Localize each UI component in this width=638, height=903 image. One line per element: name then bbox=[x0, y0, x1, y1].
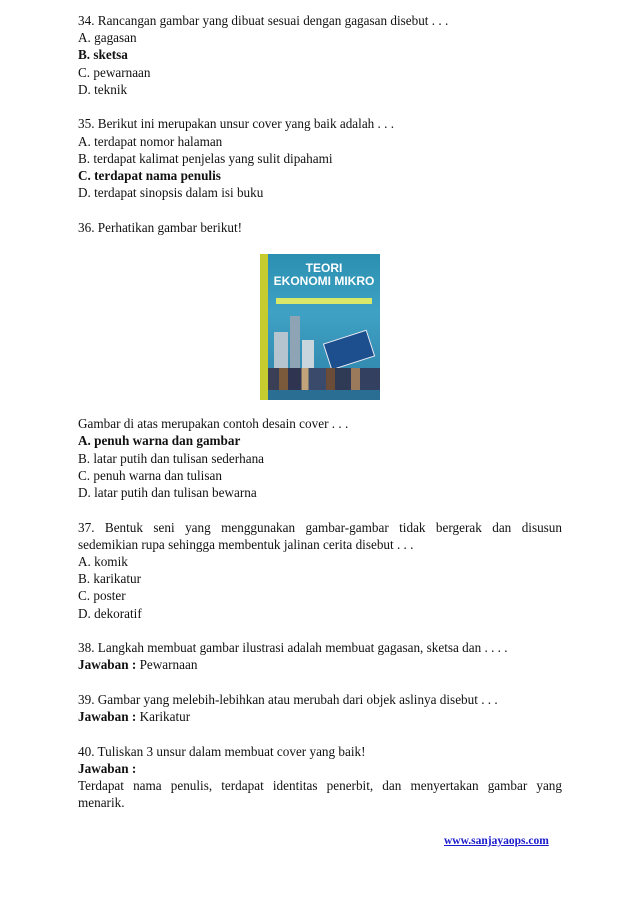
q40-answer-line1: Terdapat nama penulis, terdapat identitas penerbit, dan menyertakan gambar yang bbox=[78, 777, 562, 793]
q35-option-c-correct: C. terdapat nama penulis bbox=[78, 167, 221, 183]
q37-option-d: D. dekoratif bbox=[78, 605, 142, 621]
question-38-text: 38. Langkah membuat gambar ilustrasi adalah membuat gagasan, sketsa dan . . . . bbox=[78, 640, 508, 656]
q36-option-b: B. latar putih dan tulisan sederhana bbox=[78, 450, 265, 466]
q37-option-c: C. poster bbox=[78, 588, 126, 604]
question-35-text: 35. Berikut ini merupakan unsur cover yang baik adalah . . . bbox=[78, 116, 395, 132]
q37-option-b: B. karikatur bbox=[78, 571, 141, 587]
answer-value: Pewarnaan bbox=[136, 657, 198, 673]
document-page bbox=[78, 12, 562, 811]
q40-answer-line2: menarik. bbox=[78, 795, 125, 811]
q38-answer bbox=[78, 656, 562, 673]
q39-answer bbox=[78, 708, 562, 725]
book-cover-image bbox=[260, 254, 380, 400]
q35-option-d: D. terdapat sinopsis dalam isi buku bbox=[78, 185, 264, 201]
q34-option-d: D. teknik bbox=[78, 81, 128, 97]
question-37-line2: sedemikian rupa sehingga membentuk jalinan cerita disebut . . . bbox=[78, 536, 414, 552]
question-40-text: 40. Tuliskan 3 unsur dalam membuat cover yang baik! bbox=[78, 743, 366, 759]
q40-answer-label: Jawaban : bbox=[78, 760, 137, 776]
q35-option-a: A. terdapat nomor halaman bbox=[78, 133, 223, 149]
q34-option-c: C. pewarnaan bbox=[78, 64, 151, 80]
q35-option-b: B. terdapat kalimat penjelas yang sulit dipahami bbox=[78, 150, 333, 166]
question-34-text: 34. Rancangan gambar yang dibuat sesuai dengan gagasan disebut . . . bbox=[78, 13, 449, 28]
cover-title: TEORI EKONOMI MIKRO bbox=[273, 261, 375, 289]
question-36-intro: 36. Perhatikan gambar berikut! bbox=[78, 219, 243, 235]
q36-option-d: D. latar putih dan tulisan bewarna bbox=[78, 484, 257, 500]
answer-label: Jawaban : bbox=[78, 657, 137, 673]
q34-option-b-correct: B. sketsa bbox=[78, 47, 128, 63]
question-36-text: Gambar di atas merupakan contoh desain cover . . . bbox=[78, 416, 349, 432]
question-37-line1: 37. Bentuk seni yang menggunakan gambar-gambar tidak bergerak dan disusun bbox=[78, 519, 562, 535]
q36-option-a-correct: A. penuh warna dan gambar bbox=[78, 433, 241, 449]
q36-option-c: C. penuh warna dan tulisan bbox=[78, 467, 222, 483]
q37-option-a: A. komik bbox=[78, 553, 128, 569]
answer-value: Karikatur bbox=[136, 709, 191, 725]
book-cover-figure bbox=[78, 253, 562, 415]
answer-label: Jawaban : bbox=[78, 709, 137, 725]
q34-option-a: A. gagasan bbox=[78, 30, 137, 46]
footer-website-link[interactable]: www.sanjayaops.com bbox=[444, 835, 549, 847]
question-39-text: 39. Gambar yang melebih-lebihkan atau merubah dari objek aslinya disebut . . . bbox=[78, 691, 498, 707]
